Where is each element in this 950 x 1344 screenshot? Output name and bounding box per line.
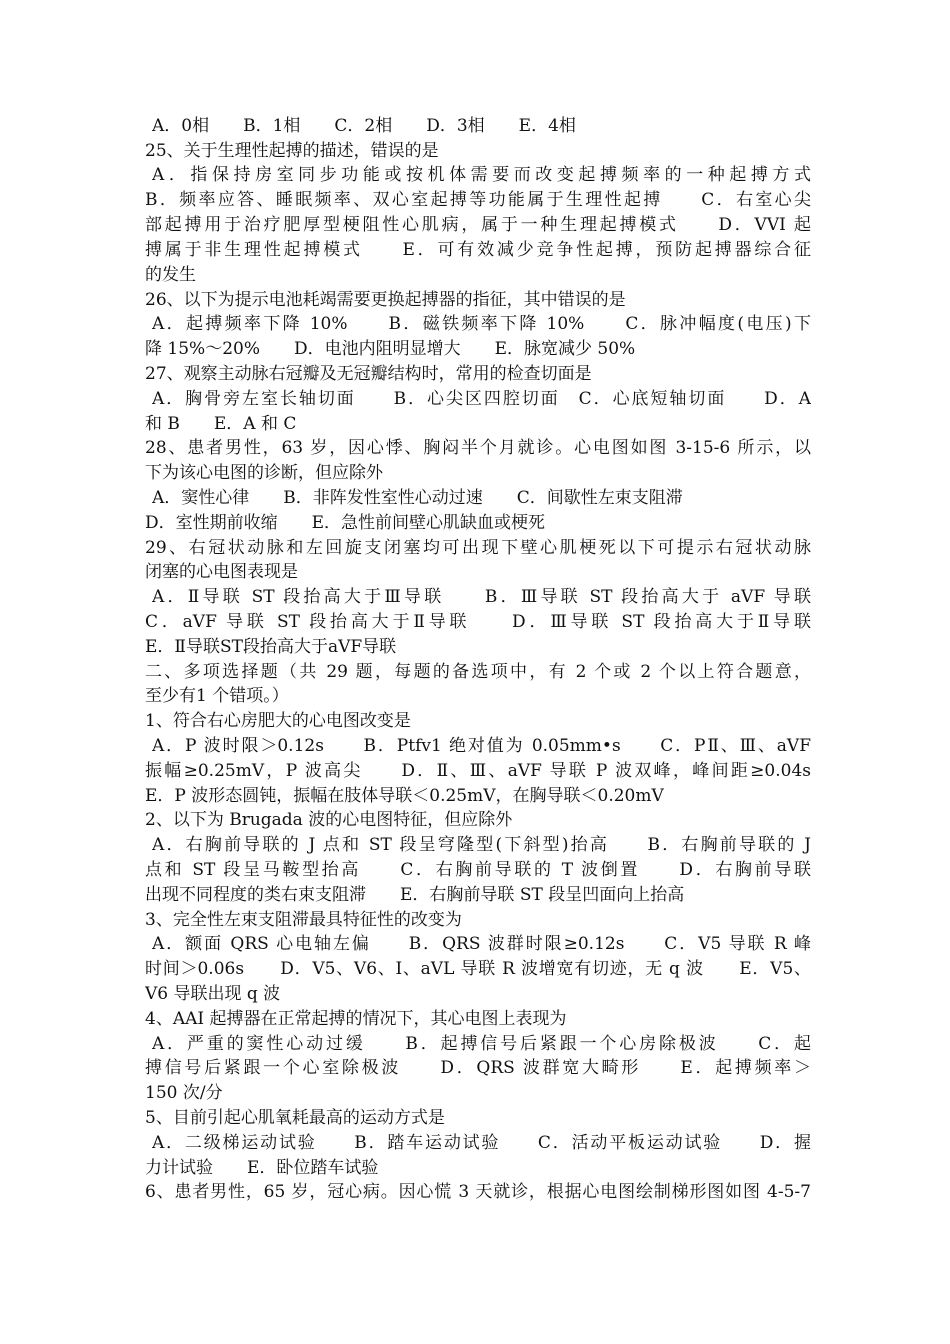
text-line: A．Ⅱ导联 ST 段抬高大于Ⅲ导联 B．Ⅲ导联 ST 段抬高大于 aVF 导联 <box>152 587 811 607</box>
question-heading: 25、关于生理性起搏的描述，错误的是 <box>145 141 439 161</box>
text-line: 降 15%～20% D．电池内阻明显增大 E．脉宽减少 50% <box>145 339 636 359</box>
question-heading: 6、患者男性，65 岁，冠心病。因心慌 3 天就诊，根据心电图绘制梯形图如图 4-5-7 <box>145 1182 811 1202</box>
question-heading: 26、以下为提示电池耗竭需要更换起搏器的指征，其中错误的是 <box>145 290 626 310</box>
text-line: E．P 波形态圆钝，振幅在肢体导联＜0.25mV，在胸导联＜0.20mV <box>145 786 664 806</box>
text-line: 闭塞的心电图表现是 <box>145 562 298 582</box>
text-line: 振幅≥0.25mV，P 波高尖 D．Ⅱ、Ⅲ、aVF 导联 P 波双峰，峰间距≥0.04s <box>145 761 811 781</box>
text-line: 力计试验 E．卧位踏车试验 <box>145 1158 379 1178</box>
text-line: A．P 波时限＞0.12s B．Ptfv1 绝对值为 0.05mm•s C．PⅡ、Ⅲ、aVF <box>152 736 811 756</box>
question-heading: 28、患者男性，63 岁，因心悸、胸闷半个月就诊。心电图如图 3-15-6 所示，以 <box>145 438 811 458</box>
text-line: A．窦性心律 B．非阵发性室性心动过速 C．间歇性左束支阻滞 <box>152 488 683 508</box>
question-heading: 3、完全性左束支阻滞最具特征性的改变为 <box>145 910 462 930</box>
text-line: 时间＞0.06s D．V5、V6、Ⅰ、aVL 导联 R 波增宽有切迹，无 q 波 E．V5、 <box>145 959 811 979</box>
text-line: 150 次/分 <box>145 1083 223 1103</box>
text-line: A．0相 B．1相 C．2相 D．3相 E．4相 <box>152 116 576 136</box>
text-line: 的发生 <box>145 265 196 285</box>
text-line: A．额面 QRS 心电轴左偏 B．QRS 波群时限≥0.12s C．V5 导联 R 峰 <box>152 934 811 954</box>
text-line: A．严重的窦性心动过缓 B．起搏信号后紧跟一个心房除极波 C．起 <box>152 1034 811 1054</box>
text-line: A．胸骨旁左室长轴切面 B．心尖区四腔切面 C．心底短轴切面 D．A <box>152 389 811 409</box>
question-heading: 5、目前引起心肌氧耗最高的运动方式是 <box>145 1108 445 1128</box>
question-heading: 1、符合右心房肥大的心电图改变是 <box>145 711 411 731</box>
text-line: 搏信号后紧跟一个心室除极波 D．QRS 波群宽大畸形 E．起搏频率＞ <box>145 1058 811 1078</box>
question-heading: 2、以下为 Brugada 波的心电图特征，但应除外 <box>145 810 513 830</box>
text-line: 出现不同程度的类右束支阻滞 E．右胸前导联 ST 段呈凹面向上抬高 <box>145 885 685 905</box>
section-heading: 二、多项选择题（共 29 题，每题的备选项中，有 2 个或 2 个以上符合题意， <box>145 662 811 682</box>
text-line: C．aVF 导联 ST 段抬高大于Ⅱ导联 D．Ⅲ导联 ST 段抬高大于Ⅱ导联 <box>145 612 811 632</box>
text-line: 部起搏用于治疗肥厚型梗阻性心肌病，属于一种生理起搏模式 D．VVI 起 <box>145 215 811 235</box>
text-line: 点和 ST 段呈马鞍型抬高 C．右胸前导联的 T 波倒置 D．右胸前导联 <box>145 860 811 880</box>
text-line: 搏属于非生理性起搏模式 E．可有效减少竞争性起搏，预防起搏器综合征 <box>145 240 811 260</box>
question-heading: 29、右冠状动脉和左回旋支闭塞均可出现下壁心肌梗死以下可提示右冠状动脉 <box>145 538 811 558</box>
text-line: A．起搏频率下降 10% B．磁铁频率下降 10% C．脉冲幅度(电压)下 <box>152 314 811 334</box>
question-heading: 27、观察主动脉右冠瓣及无冠瓣结构时，常用的检查切面是 <box>145 364 592 384</box>
text-line: A．指保持房室同步功能或按机体需要而改变起搏频率的一种起搏方式 <box>152 165 811 185</box>
text-line: A．右胸前导联的 J 点和 ST 段呈穹隆型(下斜型)抬高 B．右胸前导联的 J <box>152 835 811 855</box>
section-heading: 至少有1 个错项。） <box>145 686 289 706</box>
text-line: D．室性期前收缩 E．急性前间壁心肌缺血或梗死 <box>145 513 546 533</box>
question-heading: 4、AAI 起搏器在正常起搏的情况下，其心电图上表现为 <box>145 1009 567 1029</box>
text-line: 下为该心电图的诊断，但应除外 <box>145 463 383 483</box>
text-line: A．二级梯运动试验 B．踏车运动试验 C．活动平板运动试验 D．握 <box>152 1133 811 1153</box>
text-line: V6 导联出现 q 波 <box>145 984 281 1004</box>
text-line: B．频率应答、睡眠频率、双心室起搏等功能属于生理性起搏 C．右室心尖 <box>145 190 811 210</box>
text-line: E．Ⅱ导联ST段抬高大于aVF导联 <box>145 637 397 657</box>
text-line: 和 B E．A 和 C <box>145 414 297 434</box>
